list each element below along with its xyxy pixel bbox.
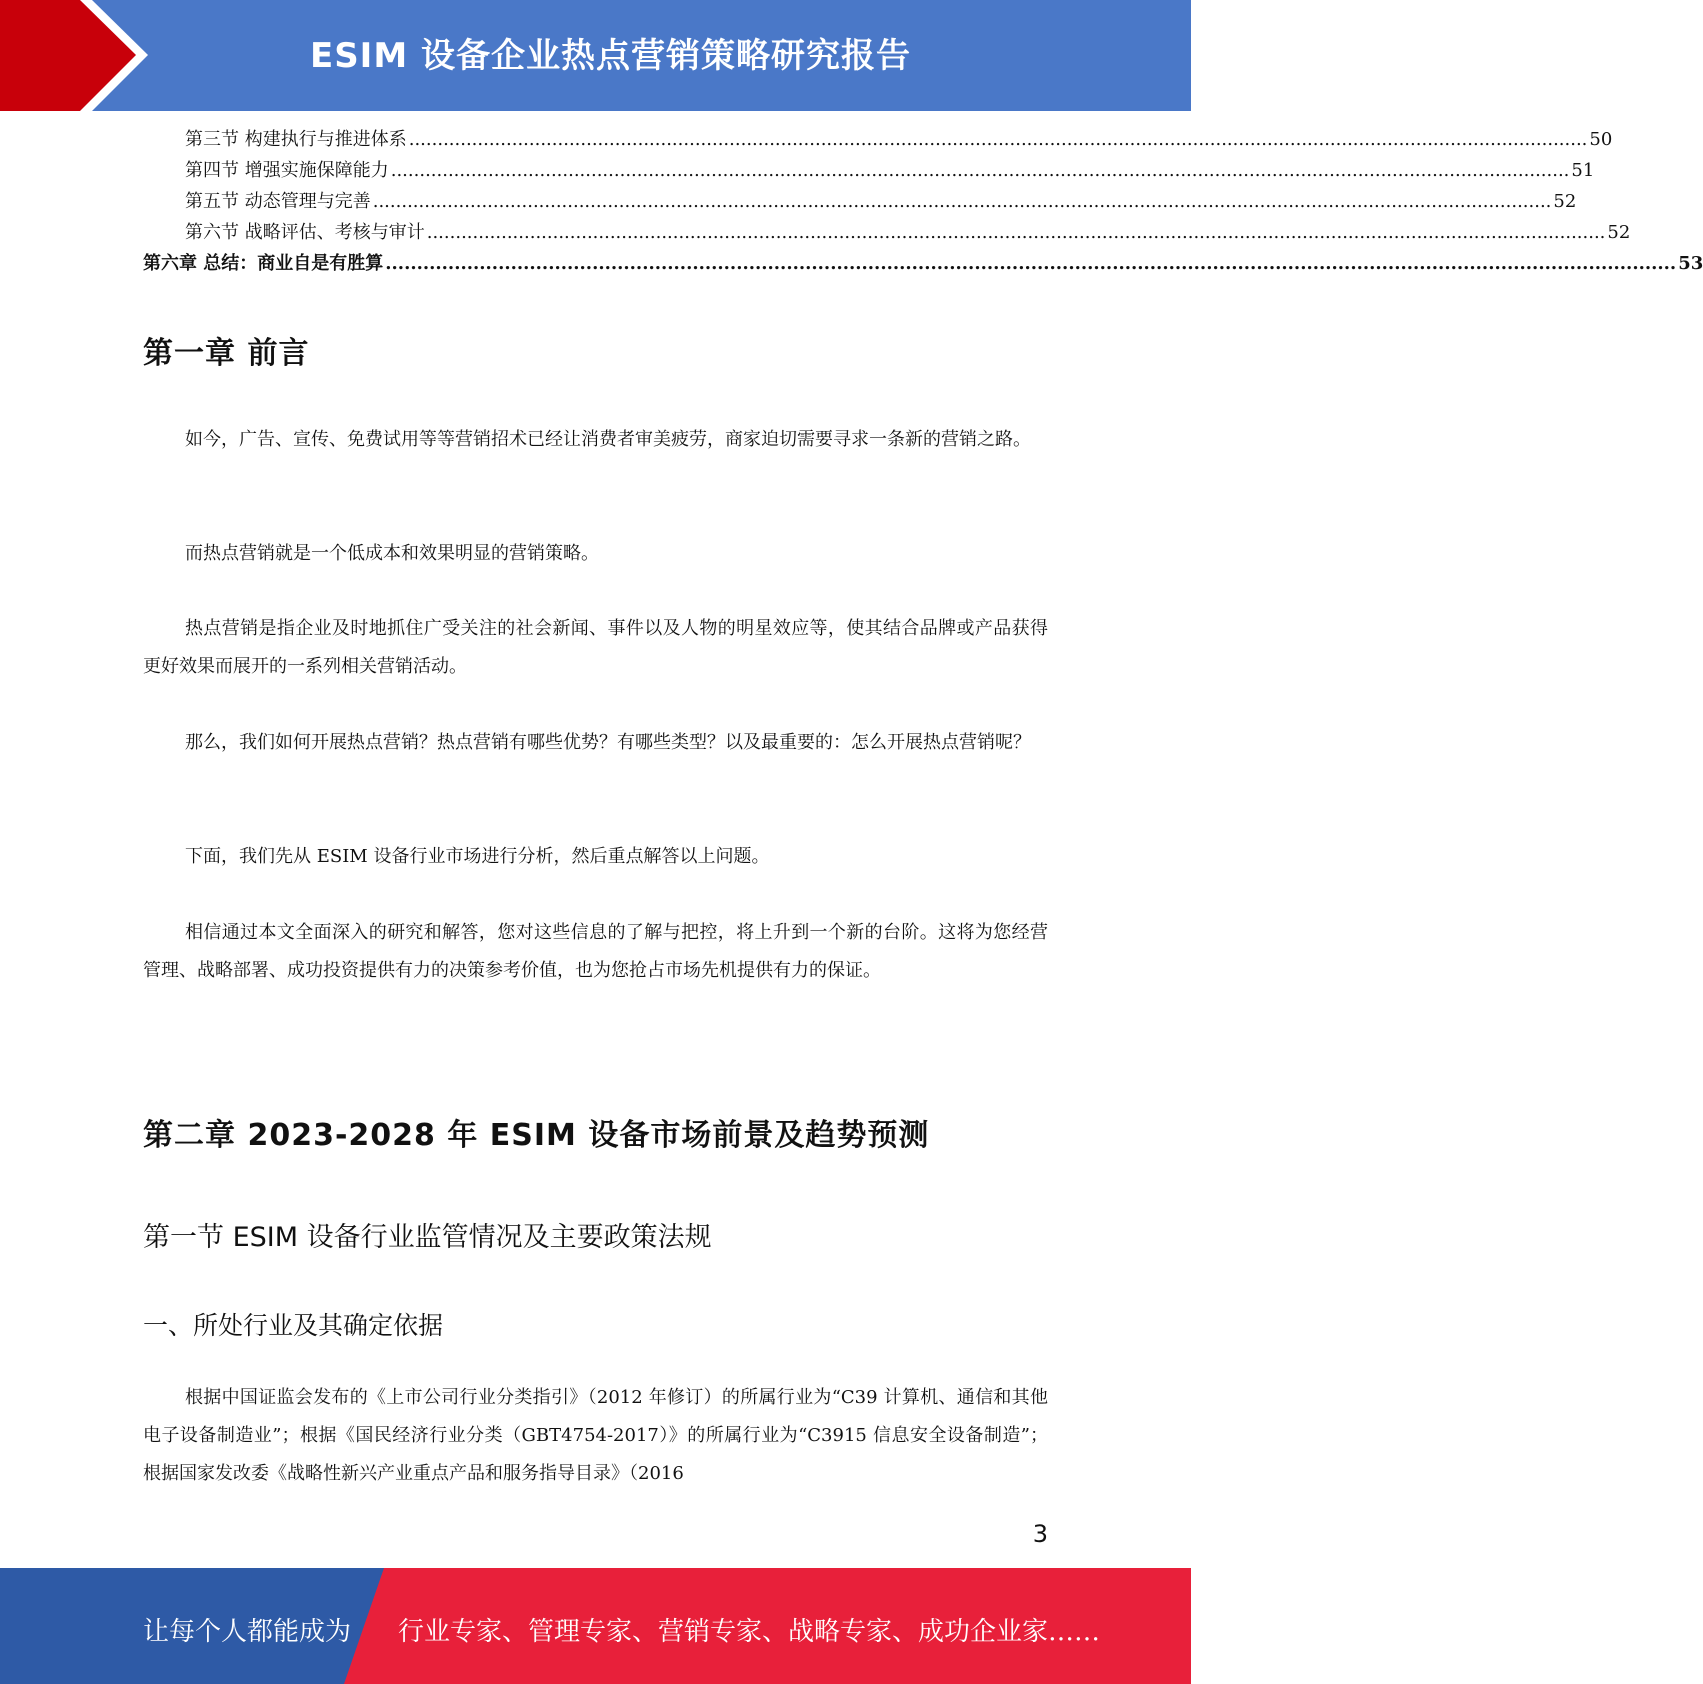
toc-entry-page: 52 [1553, 191, 1577, 212]
toc-leader-dots: .............................................................................................................................................................................................................. [372, 191, 1552, 212]
toc-entry-text: 第四节 增强实施保障能力 [185, 160, 389, 181]
toc-entry-text: 第六章 总结：商业自是有胜算 [143, 253, 384, 274]
header-banner [0, 0, 1191, 111]
toc-entry-page: 53 [1678, 253, 1703, 274]
chapter-heading: 第二章 2023-2028 年 ESIM 设备市场前景及趋势预测 [143, 1118, 930, 1153]
toc-leader-dots: .............................................................................................................................................................................................................. [426, 222, 1606, 243]
subsection-heading: 一、所处行业及其确定依据 [143, 1311, 444, 1340]
toc-entry-text: 第三节 构建执行与推进体系 [185, 129, 407, 150]
section-heading: 第一节 ESIM 设备行业监管情况及主要政策法规 [143, 1222, 712, 1253]
toc-leader-dots: .............................................................................................................................................................................................................. [408, 129, 1588, 150]
page-number: 3 [1032, 1520, 1048, 1548]
toc-list [143, 124, 1703, 279]
toc-entry-text: 第六节 战略评估、考核与审计 [185, 222, 425, 243]
paragraph: 下面，我们先从 ESIM 设备行业市场进行分析，然后重点解答以上问题。 [185, 846, 770, 867]
toc-entry-page: 51 [1571, 160, 1595, 181]
toc-entry-text: 第五节 动态管理与完善 [185, 191, 371, 212]
toc-entry[interactable] [143, 186, 1577, 217]
footer-slogan-left: 让每个人都能成为 [143, 1617, 352, 1647]
toc-entry-page: 50 [1589, 129, 1613, 150]
toc-entry[interactable] [143, 217, 1631, 248]
paragraph: 如今，广告、宣传、免费试用等等营销招术已经让消费者审美疲劳，商家迫切需要寻求一条新的营销之路。 [185, 429, 1031, 450]
toc-entry-chapter[interactable] [143, 248, 1703, 279]
document-title: ESIM 设备企业热点营销策略研究报告 [309, 36, 912, 76]
footer-banner [0, 1568, 1191, 1684]
paragraph: 热点营销是指企业及时地抓住广受关注的社会新闻、事件以及人物的明星效应等，使其结合品牌或产品获得更好效果而展开的一系列相关营销活动。 [143, 618, 1048, 677]
toc-entry[interactable] [143, 155, 1595, 186]
paragraph: 根据中国证监会发布的《上市公司行业分类指引》（2012 年修订）的所属行业为“C39 计算机、通信和其他电子设备制造业”；根据《国民经济行业分类（GBT4754-2017）》的所属行业为“C3915 信息安全设备制造”；根据国家发改委《战略性新兴产业重点产品和服务指导目录》（2016 [143, 1387, 1048, 1484]
toc-entry-page: 52 [1607, 222, 1631, 243]
toc-leader-dots: .............................................................................................................................................................................................................. [390, 160, 1570, 181]
toc-leader-dots: .............................................................................................................................................................................................................. [385, 253, 1677, 274]
chapter-heading: 第一章 前言 [143, 336, 310, 371]
paragraph: 那么，我们如何开展热点营销？热点营销有哪些优势？有哪些类型？以及最重要的：怎么开展热点营销呢？ [185, 732, 1031, 753]
paragraph: 而热点营销就是一个低成本和效果明显的营销策略。 [185, 543, 599, 564]
toc-entry[interactable] [143, 124, 1613, 155]
footer-slogan-right: 行业专家、管理专家、营销专家、战略专家、成功企业家…… [398, 1617, 1101, 1647]
paragraph: 相信通过本文全面深入的研究和解答，您对这些信息的了解与把控，将上升到一个新的台阶。这将为您经营管理、战略部署、成功投资提供有力的决策参考价值，也为您抢占市场先机提供有力的保证。 [143, 922, 1048, 981]
